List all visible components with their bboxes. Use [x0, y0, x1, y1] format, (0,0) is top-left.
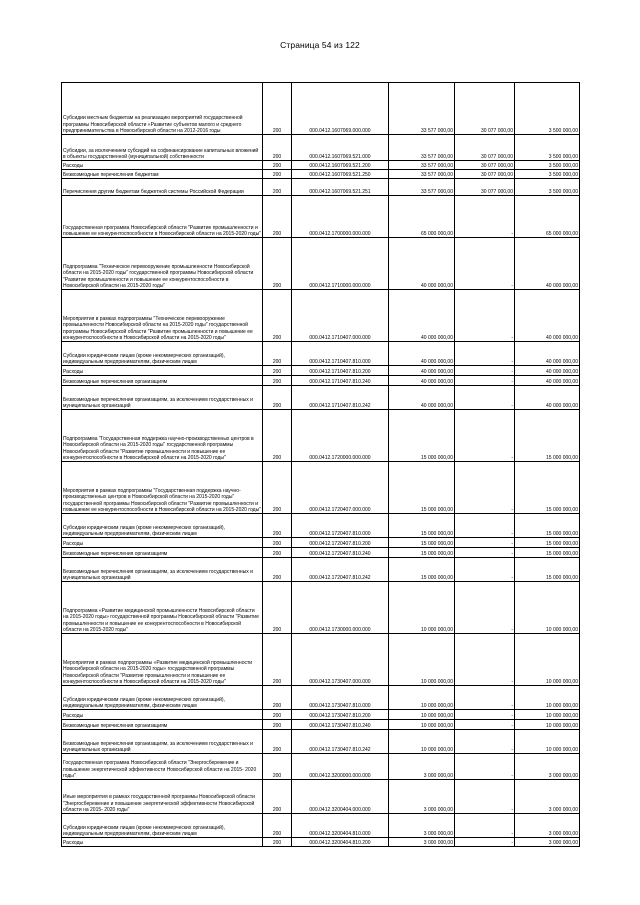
cell-unexecuted-amount: 15 000 000,00	[515, 558, 580, 582]
cell-executed-amount: -	[455, 386, 515, 410]
table-row	[62, 135, 580, 161]
cell-line-code: 200	[263, 710, 292, 720]
cell-executed-amount: 30 077 000,00	[455, 170, 515, 179]
cell-unexecuted-amount: 3 500 000,00	[515, 83, 580, 135]
cell-description: Перечисления другим бюджетам бюджетной системы Российской Федерации	[62, 179, 263, 196]
cell-line-code: 200	[263, 170, 292, 179]
cell-budget-classification: 000.0412.3200404.810.200	[292, 838, 389, 847]
cell-unexecuted-amount: 15 000 000,00	[515, 462, 580, 514]
cell-approved-amount: 40 000 000,00	[389, 238, 455, 290]
cell-approved-amount: 40 000 000,00	[389, 366, 455, 376]
table-row	[62, 634, 580, 686]
cell-approved-amount: 3 000 000,00	[389, 754, 455, 780]
cell-line-code: 200	[263, 238, 292, 290]
cell-line-code: 200	[263, 582, 292, 634]
cell-line-code: 200	[263, 780, 292, 814]
cell-line-code: 200	[263, 386, 292, 410]
table-row	[62, 720, 580, 730]
table-row	[62, 814, 580, 838]
cell-description: Расходы	[62, 538, 263, 548]
cell-executed-amount: -	[455, 514, 515, 538]
cell-executed-amount: -	[455, 290, 515, 342]
cell-executed-amount: -	[455, 710, 515, 720]
cell-description: Безвозмездные перечисления организациям	[62, 720, 263, 730]
cell-unexecuted-amount: 15 000 000,00	[515, 514, 580, 538]
cell-executed-amount: -	[455, 838, 515, 847]
cell-approved-amount: 33 577 000,00	[389, 135, 455, 161]
cell-executed-amount: -	[455, 538, 515, 548]
cell-description: Подпрограмма "Государственная поддержка научно-производственных центров в Новосибирской области на 2015-2020 годы" государственной программы Новосибирской области "Развитие промышленности и повышение ее конкурентоспособности в Новосибирской области на 2015-2020 годы"	[62, 410, 263, 462]
cell-executed-amount: -	[455, 462, 515, 514]
cell-approved-amount: 40 000 000,00	[389, 342, 455, 366]
cell-budget-classification: 000.0412.1720407.810.242	[292, 558, 389, 582]
cell-budget-classification: 000.0412.1607069.521.251	[292, 179, 389, 196]
cell-approved-amount: 40 000 000,00	[389, 376, 455, 386]
cell-description: Субсидии, за исключением субсидий на софинансирование капитальных вложений в объекты государственной (муниципальной) собственности	[62, 135, 263, 161]
cell-budget-classification: 000.0412.1607069.521.200	[292, 161, 389, 170]
cell-unexecuted-amount: 3 000 000,00	[515, 780, 580, 814]
cell-approved-amount: 10 000 000,00	[389, 710, 455, 720]
cell-budget-classification: 000.0412.1730407.810.240	[292, 720, 389, 730]
cell-approved-amount: 33 577 000,00	[389, 83, 455, 135]
table-row	[62, 342, 580, 366]
cell-executed-amount: 30 077 000,00	[455, 161, 515, 170]
cell-line-code: 200	[263, 179, 292, 196]
cell-budget-classification: 000.0412.1730407.810.000	[292, 686, 389, 710]
cell-unexecuted-amount: 40 000 000,00	[515, 238, 580, 290]
cell-description: Государственная программа Новосибирской области "Энергосбережение и повышение энергетической эффективности Новосибирской области на 2015- 2020 годы"	[62, 754, 263, 780]
table-row	[62, 538, 580, 548]
cell-line-code: 200	[263, 514, 292, 538]
cell-description: Государственная программа Новосибирской области "Развитие промышленности и повышение ее конкурентоспособности в Новосибирской области на 2015-2020 годы"	[62, 196, 263, 238]
cell-unexecuted-amount: 15 000 000,00	[515, 538, 580, 548]
cell-executed-amount: -	[455, 720, 515, 730]
cell-approved-amount: 33 577 000,00	[389, 161, 455, 170]
cell-budget-classification: 000.0412.1720407.810.000	[292, 514, 389, 538]
cell-budget-classification: 000.0412.1607069.521.250	[292, 170, 389, 179]
cell-line-code: 200	[263, 634, 292, 686]
cell-budget-classification: 000.0412.1720407.810.200	[292, 538, 389, 548]
cell-approved-amount: 40 000 000,00	[389, 386, 455, 410]
cell-line-code: 200	[263, 290, 292, 342]
table-row	[62, 366, 580, 376]
budget-table	[61, 82, 580, 847]
cell-unexecuted-amount: 10 000 000,00	[515, 710, 580, 720]
cell-unexecuted-amount: 3 000 000,00	[515, 838, 580, 847]
table-row	[62, 686, 580, 710]
table-row	[62, 780, 580, 814]
cell-approved-amount: 15 000 000,00	[389, 538, 455, 548]
table-row	[62, 196, 580, 238]
cell-line-code: 200	[263, 814, 292, 838]
table-row	[62, 558, 580, 582]
cell-executed-amount: -	[455, 196, 515, 238]
table-row	[62, 754, 580, 780]
cell-unexecuted-amount: 3 500 000,00	[515, 179, 580, 196]
cell-executed-amount: -	[455, 754, 515, 780]
cell-approved-amount: 10 000 000,00	[389, 582, 455, 634]
cell-approved-amount: 10 000 000,00	[389, 686, 455, 710]
cell-unexecuted-amount: 40 000 000,00	[515, 376, 580, 386]
cell-executed-amount: -	[455, 366, 515, 376]
cell-description: Субсидии местным бюджетам на реализацию мероприятий государственной программы Новосибирской области «Развитие субъектов малого и среднего предпринимательства в Новосибирской области на 2012-2016 годы	[62, 83, 263, 135]
cell-unexecuted-amount: 65 000 000,00	[515, 196, 580, 238]
cell-description: Безвозмездные перечисления организациям, за исключением государственных и муниципальных организаций	[62, 558, 263, 582]
page-number-label: Страница 54 из 122	[280, 40, 360, 50]
table-row	[62, 161, 580, 170]
cell-executed-amount: -	[455, 342, 515, 366]
table-row	[62, 290, 580, 342]
table-row	[62, 582, 580, 634]
cell-description: Мероприятия в рамках подпрограммы "Техническое перевооружение промышленности Новосибирской области на 2015-2020 годы" государственной программы Новосибирской области "Развитие промышленности и повышение ее конкурентоспособности в Новосибирской области на 2015-2020 годы"	[62, 290, 263, 342]
cell-line-code: 200	[263, 754, 292, 780]
cell-description: Расходы	[62, 161, 263, 170]
cell-unexecuted-amount: 40 000 000,00	[515, 386, 580, 410]
cell-budget-classification: 000.0412.1607069.521.000	[292, 135, 389, 161]
cell-approved-amount: 15 000 000,00	[389, 514, 455, 538]
cell-approved-amount: 65 000 000,00	[389, 196, 455, 238]
cell-budget-classification: 000.0412.1730407.000.000	[292, 634, 389, 686]
cell-unexecuted-amount: 40 000 000,00	[515, 290, 580, 342]
cell-approved-amount: 3 000 000,00	[389, 780, 455, 814]
cell-approved-amount: 10 000 000,00	[389, 720, 455, 730]
cell-line-code: 200	[263, 838, 292, 847]
cell-line-code: 200	[263, 135, 292, 161]
cell-approved-amount: 3 000 000,00	[389, 838, 455, 847]
cell-description: Расходы	[62, 838, 263, 847]
cell-budget-classification: 000.0412.1710407.810.240	[292, 376, 389, 386]
cell-unexecuted-amount: 40 000 000,00	[515, 366, 580, 376]
table-row	[62, 386, 580, 410]
cell-description: Расходы	[62, 366, 263, 376]
cell-line-code: 200	[263, 161, 292, 170]
cell-approved-amount: 10 000 000,00	[389, 730, 455, 754]
cell-description: Субсидии юридическим лицам (кроме некоммерческих организаций), индивидуальным предпринимателям, физическим лицам	[62, 514, 263, 538]
cell-budget-classification: 000.0412.1700000.000.000	[292, 196, 389, 238]
cell-executed-amount: -	[455, 548, 515, 558]
cell-description: Безвозмездные перечисления бюджетам	[62, 170, 263, 179]
cell-budget-classification: 000.0412.3200000.000.000	[292, 754, 389, 780]
cell-description: Подпрограмма "Техническое перевооружение промышленности Новосибирской области на 2015-2020 годы" государственной программы Новосибирской области "Развитие промышленности и повышение ее конкурентоспособности в Новосибирской области на 2015-2020 годы"	[62, 238, 263, 290]
cell-executed-amount: -	[455, 814, 515, 838]
cell-description: Субсидии юридическим лицам (кроме некоммерческих организаций), индивидуальным предпринимателям, физическим лицам	[62, 814, 263, 838]
cell-description: Расходы	[62, 710, 263, 720]
cell-executed-amount: -	[455, 686, 515, 710]
cell-line-code: 200	[263, 548, 292, 558]
table-row	[62, 179, 580, 196]
cell-executed-amount: -	[455, 558, 515, 582]
table-row	[62, 514, 580, 538]
cell-executed-amount: -	[455, 410, 515, 462]
table-row	[62, 548, 580, 558]
cell-description: Подпрограмма «Развитие медицинской промышленности Новосибирской области на 2015-2020 годы» государственной программы Новосибирской области "Развитие промышленности и повышение ее конкурентоспособности в Новосибирской области на 2015-2020 годы"	[62, 582, 263, 634]
cell-line-code: 200	[263, 538, 292, 548]
cell-budget-classification: 000.0412.1720000.000.000	[292, 410, 389, 462]
cell-unexecuted-amount: 3 500 000,00	[515, 135, 580, 161]
cell-approved-amount: 3 000 000,00	[389, 814, 455, 838]
cell-executed-amount: 30 077 000,00	[455, 83, 515, 135]
cell-budget-classification: 000.0412.1720407.000.000	[292, 462, 389, 514]
cell-description: Безвозмездные перечисления организациям, за исключением государственных и муниципальных организаций	[62, 386, 263, 410]
cell-unexecuted-amount: 10 000 000,00	[515, 720, 580, 730]
cell-unexecuted-amount: 40 000 000,00	[515, 342, 580, 366]
cell-approved-amount: 15 000 000,00	[389, 548, 455, 558]
cell-executed-amount: -	[455, 730, 515, 754]
cell-budget-classification: 000.0412.1710000.000.000	[292, 238, 389, 290]
cell-executed-amount: -	[455, 582, 515, 634]
cell-budget-classification: 000.0412.1710407.810.200	[292, 366, 389, 376]
cell-budget-classification: 000.0412.1710407.810.000	[292, 342, 389, 366]
cell-budget-classification: 000.0412.1730000.000.000	[292, 582, 389, 634]
cell-description: Безвозмездные перечисления организациям	[62, 548, 263, 558]
cell-description: Безвозмездные перечисления организациям	[62, 376, 263, 386]
cell-line-code: 200	[263, 686, 292, 710]
cell-line-code: 200	[263, 196, 292, 238]
cell-description: Безвозмездные перечисления организациям, за исключением государственных и муниципальных организаций	[62, 730, 263, 754]
cell-description: Субсидии юридическим лицам (кроме некоммерческих организаций), индивидуальным предпринимателям, физическим лицам	[62, 686, 263, 710]
table-row	[62, 376, 580, 386]
cell-executed-amount: 30 077 000,00	[455, 179, 515, 196]
cell-approved-amount: 15 000 000,00	[389, 558, 455, 582]
cell-budget-classification: 000.0412.1720407.810.240	[292, 548, 389, 558]
table-row	[62, 838, 580, 847]
cell-unexecuted-amount: 3 500 000,00	[515, 161, 580, 170]
cell-executed-amount: -	[455, 780, 515, 814]
cell-budget-classification: 000.0412.1710407.810.242	[292, 386, 389, 410]
cell-executed-amount: -	[455, 634, 515, 686]
cell-line-code: 200	[263, 342, 292, 366]
cell-description: Иные мероприятия в рамках государственной программы Новосибирской области "Энергосбережение и повышение энергетической эффективности Новосибирской области на 2015- 2020 годы"	[62, 780, 263, 814]
cell-approved-amount: 15 000 000,00	[389, 410, 455, 462]
cell-unexecuted-amount: 15 000 000,00	[515, 548, 580, 558]
cell-unexecuted-amount: 15 000 000,00	[515, 410, 580, 462]
cell-budget-classification: 000.0412.1730407.810.200	[292, 710, 389, 720]
cell-line-code: 200	[263, 720, 292, 730]
cell-approved-amount: 40 000 000,00	[389, 290, 455, 342]
cell-approved-amount: 33 577 000,00	[389, 179, 455, 196]
cell-unexecuted-amount: 3 000 000,00	[515, 814, 580, 838]
cell-line-code: 200	[263, 558, 292, 582]
table-row	[62, 170, 580, 179]
cell-budget-classification: 000.0412.1730407.810.242	[292, 730, 389, 754]
cell-unexecuted-amount: 10 000 000,00	[515, 634, 580, 686]
table-row	[62, 710, 580, 720]
cell-unexecuted-amount: 10 000 000,00	[515, 686, 580, 710]
cell-unexecuted-amount: 10 000 000,00	[515, 582, 580, 634]
cell-description: Мероприятия в рамках подпрограммы "Государственная поддержка научно-производственных центров в Новосибирской области на 2015-2020 годы" государственной программы Новосибирской области "Развитие промышленности и повышение ее конкурентоспособности в Новосибирской области на 2015-2020 годы"	[62, 462, 263, 514]
cell-budget-classification: 000.0412.3200404.000.000	[292, 780, 389, 814]
cell-line-code: 200	[263, 730, 292, 754]
table-row	[62, 462, 580, 514]
cell-budget-classification: 000.0412.1607069.000.000	[292, 83, 389, 135]
cell-unexecuted-amount: 10 000 000,00	[515, 730, 580, 754]
cell-executed-amount: -	[455, 238, 515, 290]
cell-unexecuted-amount: 3 000 000,00	[515, 754, 580, 780]
cell-line-code: 200	[263, 462, 292, 514]
cell-line-code: 200	[263, 410, 292, 462]
cell-unexecuted-amount: 3 500 000,00	[515, 170, 580, 179]
cell-line-code: 200	[263, 376, 292, 386]
cell-approved-amount: 33 577 000,00	[389, 170, 455, 179]
cell-approved-amount: 15 000 000,00	[389, 462, 455, 514]
cell-executed-amount: -	[455, 376, 515, 386]
cell-line-code: 200	[263, 83, 292, 135]
cell-line-code: 200	[263, 366, 292, 376]
table-row	[62, 410, 580, 462]
cell-executed-amount: 30 077 000,00	[455, 135, 515, 161]
cell-budget-classification: 000.0412.1710407.000.000	[292, 290, 389, 342]
table-row	[62, 238, 580, 290]
cell-description: Мероприятия в рамках подпрограммы «Развитие медицинской промышленности Новосибирской области на 2015-2020 годы» государственной программы Новосибирской области "Развитие промышленности и повышение ее конкурентоспособности в Новосибирской области на 2015-2020 годы"	[62, 634, 263, 686]
budget-table-body	[62, 83, 580, 847]
cell-budget-classification: 000.0412.3200404.810.000	[292, 814, 389, 838]
cell-description: Субсидии юридическим лицам (кроме некоммерческих организаций), индивидуальным предпринимателям, физическим лицам	[62, 342, 263, 366]
table-row	[62, 83, 580, 135]
table-row	[62, 730, 580, 754]
cell-approved-amount: 10 000 000,00	[389, 634, 455, 686]
